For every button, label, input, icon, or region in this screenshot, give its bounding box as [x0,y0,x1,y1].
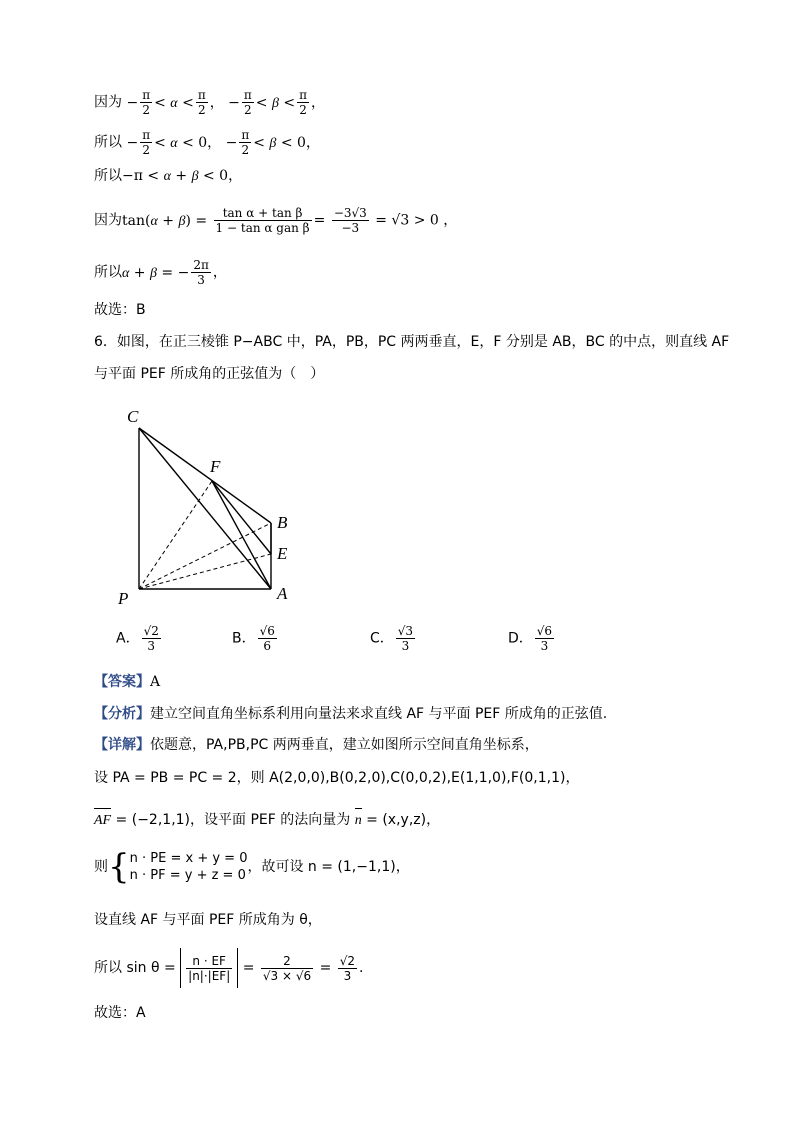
line-5-prefix: 所以 [94,264,122,281]
option-a-letter: A． [116,630,140,647]
line-4-result: = √3 > 0 ， [375,212,458,229]
option-c[interactable] [370,624,417,653]
answer-value: A [150,674,161,690]
line-4-lhs: tan(α + β) = [122,212,208,229]
solution-line-3 [94,166,242,187]
option-b-letter: B． [232,630,256,647]
line-3-prefix: 所以 [94,168,122,184]
solution-line-4: 因为tan(α + β) = $\frac{\text{tan α + tan β}}{\text{1 − tan α gan β}}$ = $\frac{-3√3}{-3}$ = √3 > 0 ， [94,206,458,235]
option-c-value: $\frac{√3}{3}$ [397,624,414,653]
solution-line-5 [94,258,227,287]
sin-abs-fraction: $\frac{n \cdot EF}{|n|\cdot|EF|}$ [180,948,238,988]
edge-FE [212,481,271,554]
sin-fraction-3: $\frac{√2}{3}$ [339,953,356,983]
detail-text: 依题意，PA,PB,PC 两两垂直，建立如图所示空间直角坐标系， [150,737,539,753]
edge-PB-dashed [139,523,271,589]
detail-system-line [94,847,410,887]
line-2-prefix: 所以 [94,134,122,151]
option-a[interactable] [116,624,163,653]
question-line-1: 6．如图，在正三棱锥 P−ABC 中，PA，PB，PC 两两垂直，E，F 分别是 AB，BC 的中点，则直线 AF [94,334,730,350]
sin-eq-2: = [319,960,332,976]
sin-eq-1: = [242,960,255,976]
detail-final-line: 故选：A [94,1005,146,1021]
detail-line-1 [94,735,539,755]
vector-n-components: = (x,y,z)， [361,812,441,828]
answer-tag: 【答案】 [94,674,150,690]
detail-tag: 【详解】 [94,737,150,753]
line-5-tail: ， [212,264,227,281]
line-4-fraction-2: $\frac{-3√3}{-3}$ [333,206,367,235]
detail-set-line: 设 PA = PB = PC = 2，则 A(2,0,0),B(0,2,0),C(0,0,2),E(1,1,0),F(0,1,1)， [94,770,580,786]
answer-line [94,672,160,692]
solution-line-2 [94,128,320,157]
analysis-text: 建立空间直角坐标系利用向量法来求直线 AF 与平面 PEF 所成角的正弦值. [150,706,608,722]
detail-vector-line [94,810,440,831]
vector-af: AF [94,811,111,831]
option-c-letter: C． [370,630,394,647]
system-result: ，故可设 n = (1,−1,1)， [247,859,410,875]
analysis-line [94,704,607,724]
vector-line-text: = (−2,1,1)，设平面 PEF 的法向量为 [111,812,355,828]
label-B: B [277,513,288,532]
pyramid-figure [110,402,310,612]
label-E: E [277,544,288,563]
detail-theta-line: 设直线 AF 与平面 PEF 所成角为 θ， [94,912,322,928]
system-brace: { [108,847,130,887]
option-d[interactable] [508,624,556,653]
line-5-lhs: α + β = − [122,264,190,281]
line-1-prefix: 因为 [94,94,122,111]
equation-system: n · PE = x + y = 0 n · PF = y + z = 0 [129,851,248,883]
line-4-fraction-1: $\frac{\text{tan α + tan β}}{\text{1 − tan α gan β}}$ [215,206,310,235]
solution-line-1 [94,88,325,117]
option-b-value: $\frac{√6}{6}$ [259,624,275,653]
label-A: A [277,584,288,603]
line-4-prefix: 因为 [94,212,122,229]
line-5-fraction: $\frac{2\pi}{3}$ [193,258,209,287]
vector-n: n [355,811,362,831]
line-2-math: − $\frac{\pi}{2}$ < α < 0， − $\frac{\pi}{2}$ < β < 0， [126,128,320,157]
option-b[interactable] [232,624,279,653]
line-1-math: − $\frac{\pi}{2}$ < α < $\frac{\pi}{2}$ ， − $\frac{\pi}{2}$ < β < $\frac{\pi}{2}$ ， [126,88,326,117]
label-C: C [127,407,139,426]
detail-sin-line [94,948,364,988]
option-d-value: $\frac{√6}{3}$ [536,624,553,653]
option-d-letter: D． [508,630,533,647]
system-prefix: 则 [94,859,108,875]
label-F: F [210,457,221,476]
question-line-2: 与平面 PEF 所成角的正弦值为（ ） [94,366,325,382]
sin-end: . [359,960,364,976]
sin-fraction-2: $\frac{2}{√3 \times √6}$ [262,953,312,983]
analysis-tag: 【分析】 [94,706,150,722]
line-3-math: −π < α + β < 0， [122,168,243,184]
sin-prefix: 所以 sin θ = [94,960,176,976]
edge-FA [212,481,271,589]
option-a-value: $\frac{√2}{3}$ [143,624,159,653]
label-P: P [118,589,129,608]
solution-line-6: 故选：B [94,302,146,318]
